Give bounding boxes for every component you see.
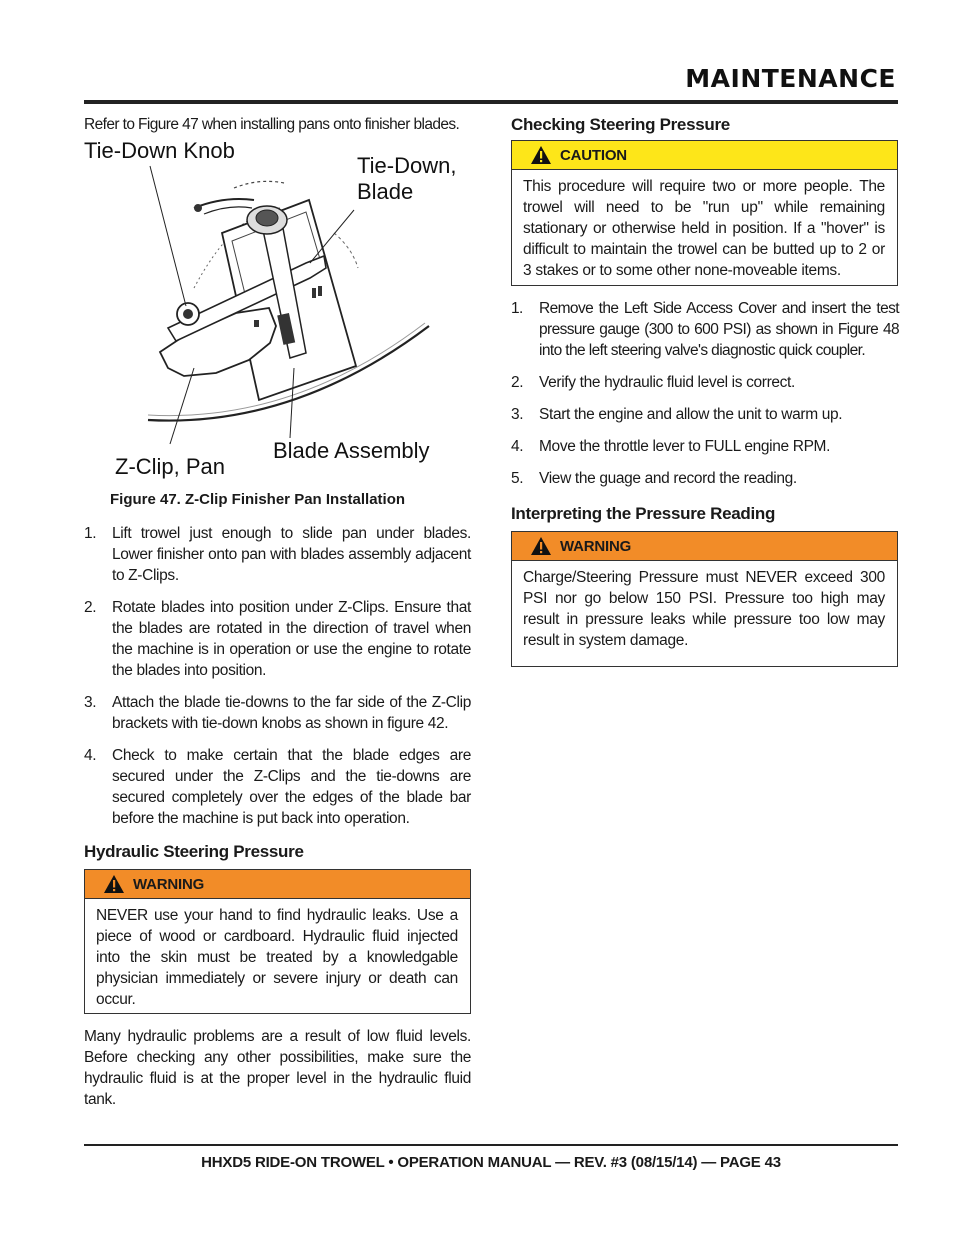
warning-box	[84, 869, 471, 1014]
list-item: 4. Move the throttle lever to FULL engine RPM.	[511, 438, 831, 455]
closing-paragraph: Many hydraulic problems are a result of low fluid levels. Before checking any other possibilities, make sure the hydraulic fluid is at the proper level in the hydraulic fluid tank.	[84, 1028, 471, 1108]
caution-text: This procedure will require two or more people. The trowel will need to be "run up" while remaining stationary or otherwise held in position. If a "hover" is difficult to maintain the trowel can be butted up to 2 or 3 stakes or to some other none-moveable items.	[523, 178, 885, 279]
label-tie-down-knob: Tie-Down Knob	[84, 138, 235, 163]
warning-box-header	[512, 532, 897, 561]
list-item: 4. Check to make certain that the blade edges are secured under the Z-Clips and the tie-downs are secured completely over the edges of the blade bar before the machine is put back into operation.	[84, 747, 471, 827]
header-rule	[84, 100, 898, 104]
hydraulic-heading: Hydraulic Steering Pressure	[84, 842, 304, 861]
warning-box	[511, 531, 898, 667]
caution-box	[511, 140, 898, 286]
intro-text: Refer to Figure 47 when installing pans onto finisher blades.	[84, 116, 460, 133]
checking-heading: Checking Steering Pressure	[511, 115, 730, 134]
z-clip-pan-illustration	[84, 138, 472, 488]
figure-caption: Figure 47. Z-Clip Finisher Pan Installation	[110, 491, 406, 508]
label-z-clip-pan: Z-Clip, Pan	[115, 454, 226, 479]
warning-triangle-icon	[530, 536, 552, 556]
warning-triangle-icon	[103, 874, 125, 894]
label-tie-down-blade-line1: Tie-Down,	[357, 153, 457, 178]
label-blade-assembly: Blade Assembly	[273, 438, 430, 463]
warning-title: WARNING	[560, 537, 632, 555]
figure-47	[84, 138, 472, 488]
warning-title: WARNING	[133, 875, 205, 893]
warning-text: Charge/Steering Pressure must NEVER exceed 300 PSI nor go below 150 PSI. Pressure too high may result in pressure leaks while pressure too low may result in system damage.	[523, 569, 885, 649]
list-item: 3. Start the engine and allow the unit to warm up.	[511, 406, 843, 423]
list-item: 5. View the guage and record the reading.	[511, 470, 797, 487]
label-tie-down-blade-line2: Blade	[357, 179, 414, 204]
warning-box-header	[85, 870, 470, 899]
list-item: 2. Verify the hydraulic fluid level is correct.	[511, 374, 795, 391]
interpreting-heading: Interpreting the Pressure Reading	[511, 504, 776, 523]
footer-rule	[84, 1144, 898, 1146]
caution-title: CAUTION	[560, 146, 627, 164]
list-item: 3. Attach the blade tie-downs to the far side of the Z-Clip brackets with tie-down knobs as shown in figure 42.	[84, 694, 471, 732]
left-steps-list	[84, 523, 471, 829]
right-steps-list	[511, 298, 899, 489]
caution-box-header	[512, 141, 897, 170]
warning-triangle-icon	[530, 145, 552, 165]
list-item: 1. Lift trowel just enough to slide pan under blades. Lower finisher onto pan with blades assembly adjacent to Z-Clips.	[84, 525, 471, 584]
footer-text: HHXD5 RIDE-ON TROWEL • OPERATION MANUAL — REV. #3 (08/15/14) — PAGE 43	[201, 1154, 781, 1171]
warning-text: NEVER use your hand to find hydraulic leaks. Use a piece of wood or cardboard. Hydraulic fluid injected into the skin must be treated by a knowledgable physician immediately or severe injury or death can occur.	[96, 907, 458, 1008]
list-item: 2. Rotate blades into position under Z-Clips. Ensure that the blades are rotated in the direction of travel when the machine is in operation or use the engine to rotate the blades into position.	[84, 599, 471, 679]
section-title: MAINTENANCE	[685, 64, 896, 93]
list-item: 1. Remove the Left Side Access Cover and insert the test pressure gauge (300 to 600 PSI) as shown in Figure 48 into the left steering valve's diagnostic quick coupler.	[511, 300, 899, 359]
